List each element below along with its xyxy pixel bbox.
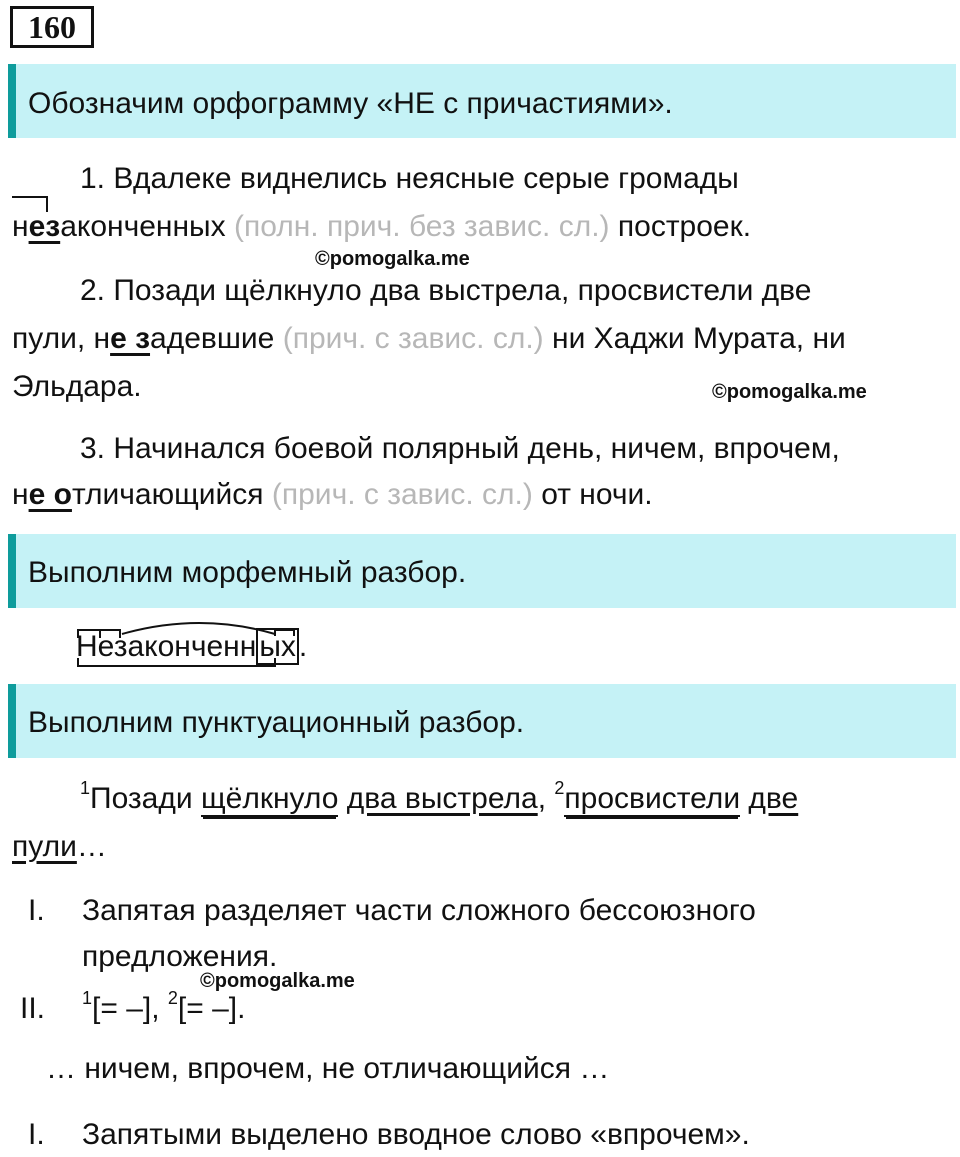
spelling-highlight: е о — [28, 478, 72, 511]
prefix-mark-za — [100, 630, 120, 638]
grammar-note: (полн. прич. без завис. сл.) — [233, 210, 610, 243]
list-item-text: предложения. — [82, 940, 278, 973]
word-part: аконченных — [60, 210, 226, 243]
scheme-part: [= –]. — [177, 992, 246, 1025]
list-marker: I. — [28, 894, 45, 927]
grammar-note: (прич. с завис. сл.) — [282, 322, 544, 355]
subject: пули — [12, 830, 77, 863]
subject: две — [748, 782, 799, 815]
section-header-punctuation — [8, 684, 956, 758]
sentence-text: Эльдара. — [12, 370, 142, 403]
sentence-3-line-2 — [12, 478, 653, 512]
stem-bracket — [78, 658, 275, 666]
section-header-text: Выполним морфемный разбор. — [28, 556, 467, 589]
ending-box: ых — [256, 628, 299, 665]
prefix-ne-1: Н — [76, 630, 98, 663]
word-part: пули, н — [12, 322, 111, 355]
list-item-text: Запятыми выделено вводное слово «впрочем». — [82, 1118, 750, 1151]
word: Позади — [90, 782, 193, 815]
word-part: . — [298, 630, 308, 663]
section-header-spelling — [8, 64, 956, 138]
scheme-part: [= –], — [92, 992, 168, 1025]
punct-sentence-2: … ничем, впрочем, не отличающийся … — [46, 1052, 610, 1085]
spelling-highlight: ез — [28, 210, 61, 243]
watermark: ©pomogalka.me — [712, 381, 867, 403]
sentence-1-line-2 — [12, 210, 751, 244]
list-marker: II. — [20, 992, 46, 1025]
sentence-text: 1. Вдалеке виднелись неясные серые громады — [80, 162, 739, 195]
section-header-morpheme — [8, 534, 956, 608]
word-stem: законченн — [113, 630, 257, 663]
word-part: н — [12, 210, 29, 243]
punct-sentence-1-line-1 — [80, 778, 799, 816]
watermark: ©pomogalka.me — [200, 970, 355, 992]
predicate: щёлкнуло — [200, 782, 339, 815]
sentence-scheme — [82, 988, 246, 1026]
section-header-text: Выполним пунктуационный разбор. — [28, 706, 525, 739]
list-marker: I. — [28, 1118, 45, 1151]
sentence-2-line-1 — [80, 274, 811, 308]
task-number: 160 — [10, 6, 94, 48]
list-item-text: Запятая разделяет части сложного бессоюзного — [82, 894, 756, 927]
punct-sentence-1-line-2 — [12, 830, 107, 864]
root-arc — [122, 623, 275, 634]
clause-number: 2 — [554, 778, 565, 798]
word-part: построек. — [617, 210, 752, 243]
watermark: ©pomogalka.me — [315, 248, 470, 270]
word-part: ни Хаджи Мурата, ни — [552, 322, 846, 355]
word-part: н — [12, 478, 29, 511]
sentence-2-line-3 — [12, 370, 142, 404]
sentence-2-line-2 — [12, 322, 846, 356]
clause-number: 1 — [80, 778, 91, 798]
section-header-text: Обозначим орфограмму «НЕ с причастиями». — [28, 87, 673, 120]
suffix-mark — [275, 630, 294, 636]
sentence-3-line-1 — [80, 432, 840, 466]
grammar-note: (прич. с завис. сл.) — [271, 478, 533, 511]
predicate: просвистели — [564, 782, 741, 815]
ellipsis: … — [76, 830, 107, 863]
subject: два выстрела — [346, 782, 538, 815]
word-part: адевшие — [150, 322, 275, 355]
sentence-1-line-1 — [80, 162, 739, 196]
spelling-highlight: е з — [110, 322, 151, 355]
prefix-mark-ne — [78, 630, 100, 638]
word-part: тличающийся — [71, 478, 264, 511]
prefix-ne-2: е — [97, 630, 114, 663]
clause-number: 1 — [82, 988, 93, 1008]
clause-number: 2 — [167, 988, 178, 1008]
sentence-text: 3. Начинался боевой полярный день, ничем, впрочем, — [80, 432, 840, 465]
comma: , — [537, 782, 547, 815]
morpheme-marks — [70, 618, 330, 674]
sentence-text: 2. Позади щёлкнуло два выстрела, просвистели две — [80, 274, 812, 307]
word-part: от ночи. — [541, 478, 653, 511]
